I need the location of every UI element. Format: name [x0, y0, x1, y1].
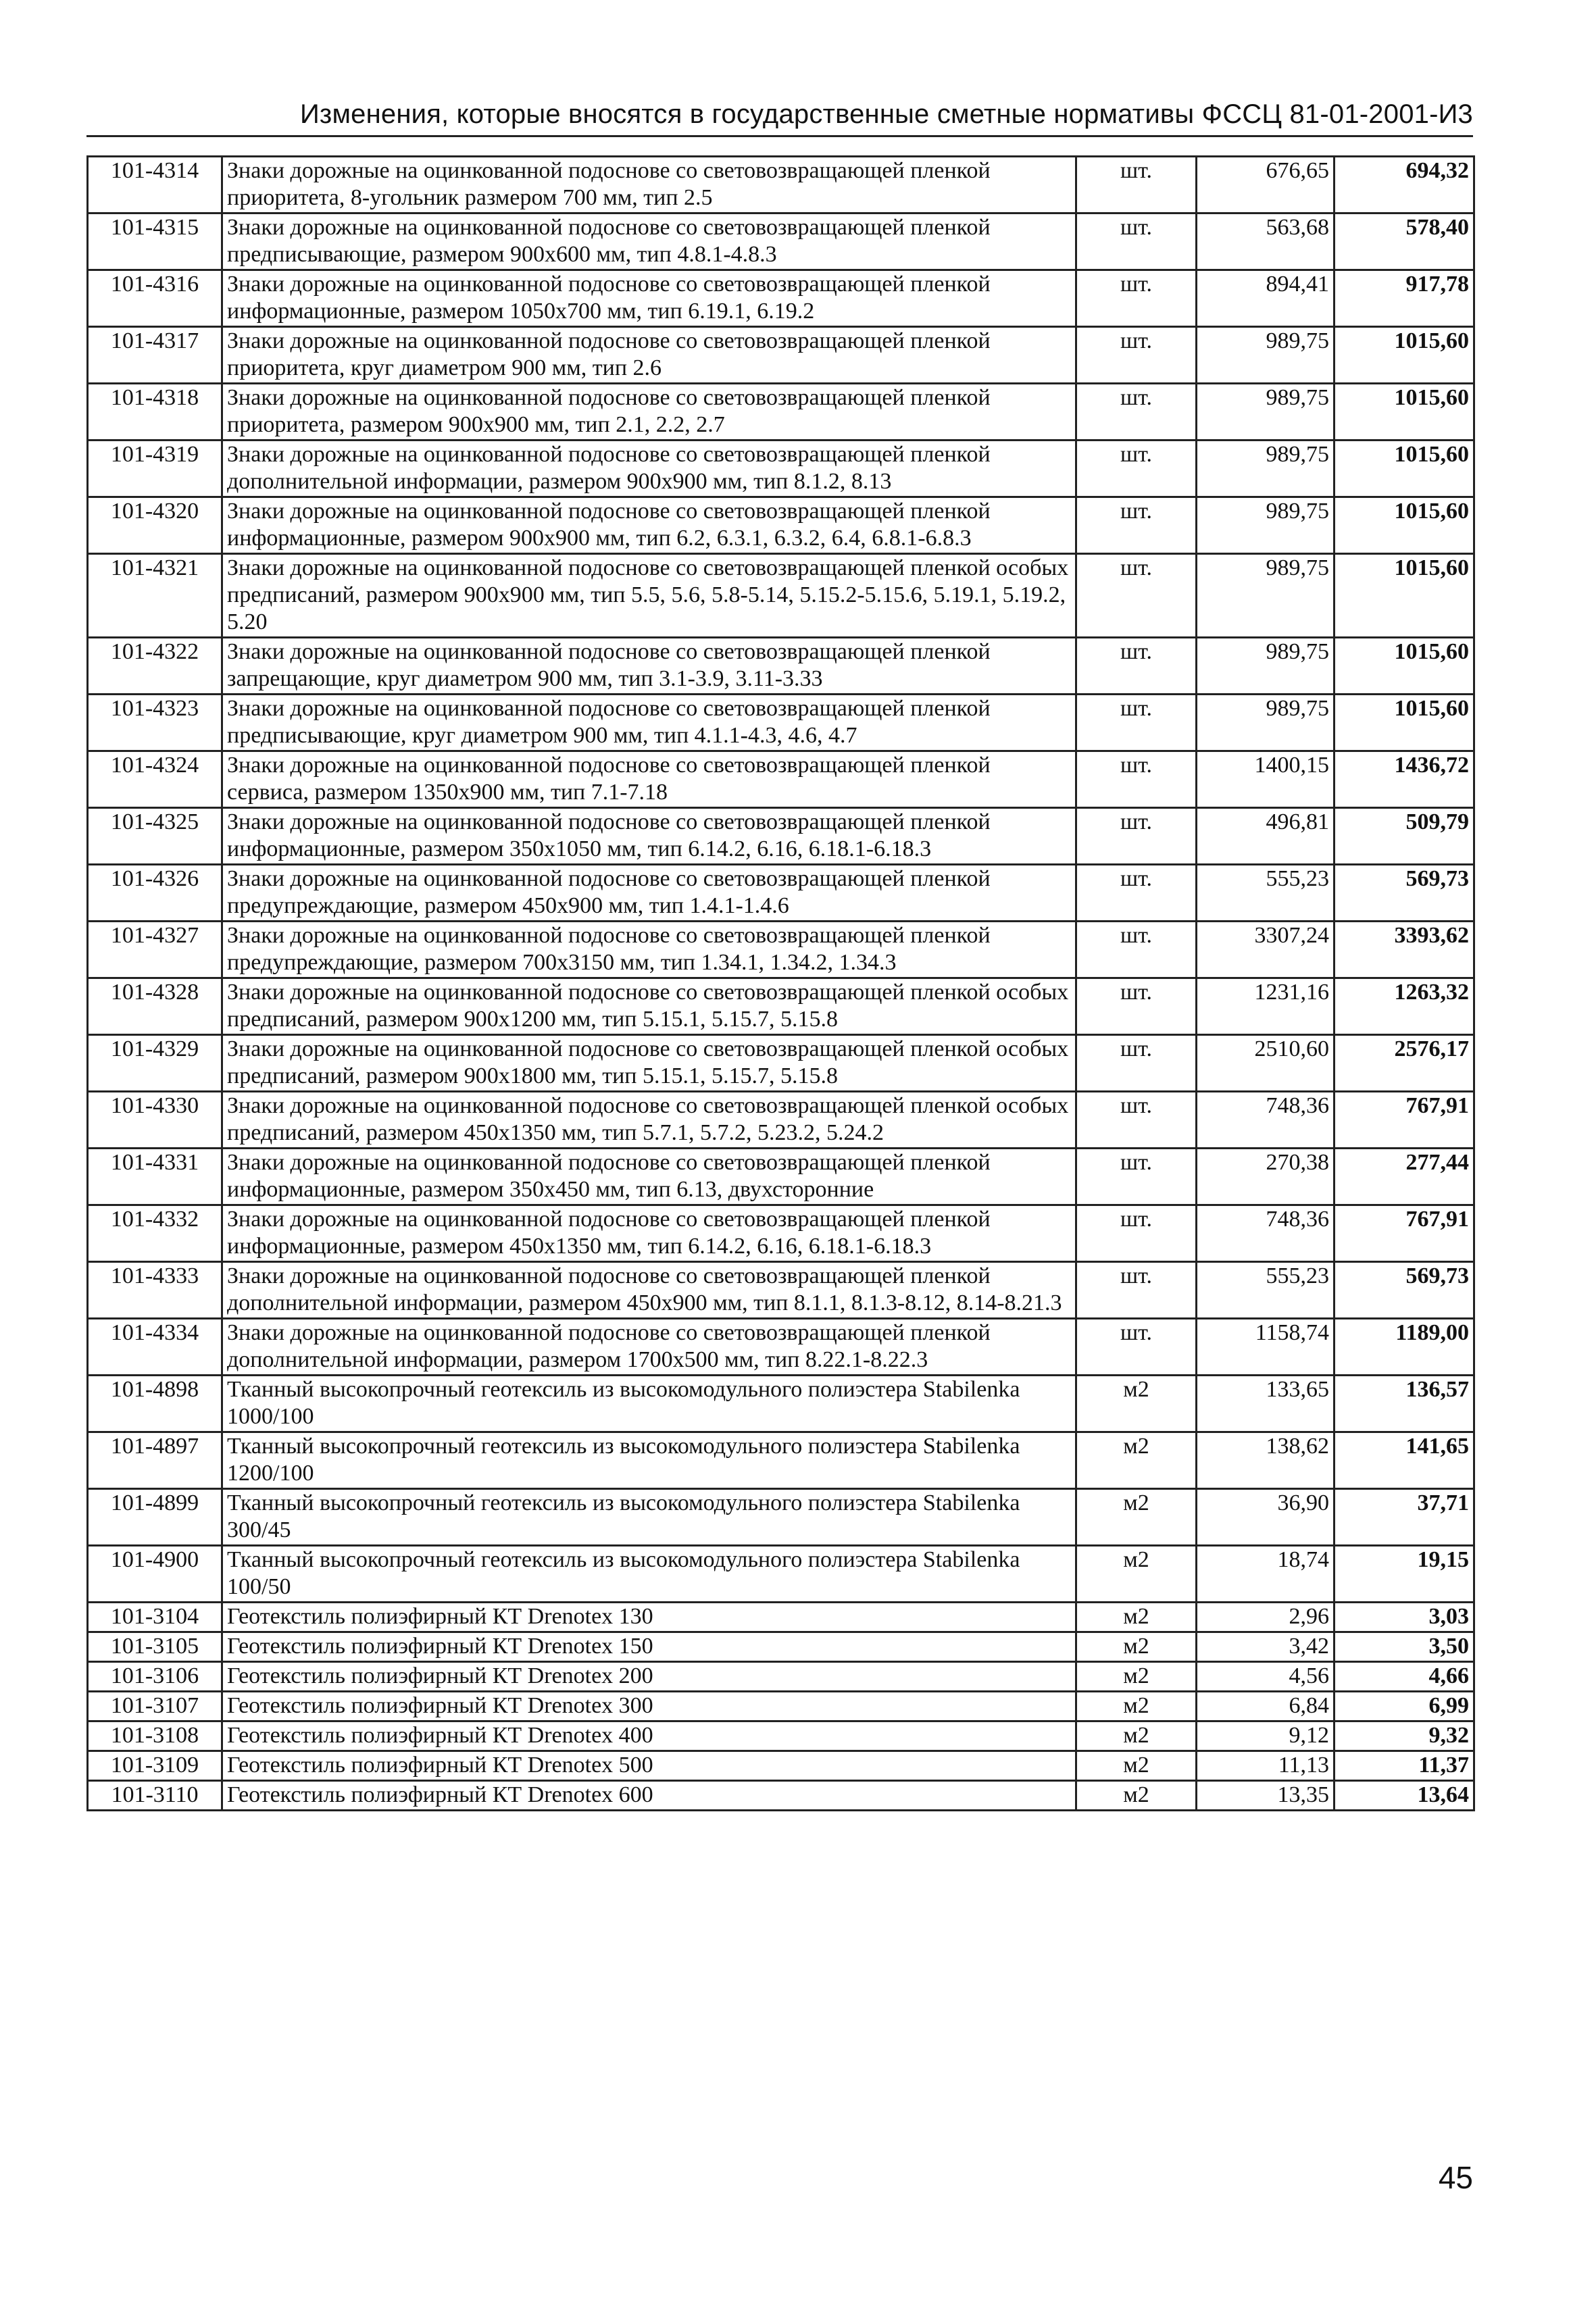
row-unit-cell: м2 [1076, 1692, 1197, 1721]
row-code-cell: 101-4326 [88, 865, 222, 922]
row-code-cell: 101-4327 [88, 922, 222, 978]
row-unit-cell: шт. [1076, 1319, 1197, 1376]
row-price-cell: 989,75 [1197, 638, 1335, 695]
row-price-cell: 2510,60 [1197, 1035, 1335, 1092]
row-unit-cell: шт. [1076, 1262, 1197, 1319]
row-code-cell: 101-4329 [88, 1035, 222, 1092]
row-new-price-cell: 509,79 [1335, 808, 1474, 865]
page-number: 45 [1438, 2160, 1473, 2195]
row-new-price-cell: 19,15 [1335, 1546, 1474, 1603]
row-code-cell: 101-4318 [88, 384, 222, 441]
row-new-price-cell: 1015,60 [1335, 327, 1474, 384]
row-new-price-cell: 3,03 [1335, 1603, 1474, 1632]
table-row [88, 751, 1474, 808]
row-unit-cell: шт. [1076, 1092, 1197, 1149]
row-price-cell: 13,35 [1197, 1781, 1335, 1811]
table-row [88, 1149, 1474, 1205]
table-row [88, 213, 1474, 270]
row-unit-cell: м2 [1076, 1489, 1197, 1546]
table-row [88, 1603, 1474, 1632]
row-code-cell: 101-4897 [88, 1432, 222, 1489]
row-name-cell: Знаки дорожные на оцинкованной подоснове со световозвращающей пленкой сервиса, размером 1350х900 мм, тип 7.1-7.18 [222, 751, 1076, 808]
row-new-price-cell: 694,32 [1335, 157, 1474, 213]
row-new-price-cell: 578,40 [1335, 213, 1474, 270]
row-name-cell: Знаки дорожные на оцинкованной подоснове со световозвращающей пленкой предупреждающие, размером 700х3150 мм, тип 1.34.1, 1.34.2, 1.34.3 [222, 922, 1076, 978]
row-price-cell: 4,56 [1197, 1662, 1335, 1692]
row-new-price-cell: 136,57 [1335, 1376, 1474, 1432]
row-unit-cell: м2 [1076, 1432, 1197, 1489]
row-code-cell: 101-4316 [88, 270, 222, 327]
row-unit-cell: м2 [1076, 1632, 1197, 1662]
row-unit-cell: шт. [1076, 638, 1197, 695]
row-new-price-cell: 4,66 [1335, 1662, 1474, 1692]
row-new-price-cell: 917,78 [1335, 270, 1474, 327]
row-unit-cell: шт. [1076, 497, 1197, 554]
table-row [88, 1721, 1474, 1751]
row-unit-cell: шт. [1076, 1149, 1197, 1205]
row-name-cell: Знаки дорожные на оцинкованной подоснове со световозвращающей пленкой особых предписаний, размером 900х1200 мм, тип 5.15.1, 5.15.7, 5.15.8 [222, 978, 1076, 1035]
row-name-cell: Знаки дорожные на оцинкованной подоснове со световозвращающей пленкой дополнительной информации, размером 450х900 мм, тип 8.1.1, 8.1.3-8.12, 8.14-8.21.3 [222, 1262, 1076, 1319]
table-row [88, 695, 1474, 751]
row-unit-cell: шт. [1076, 865, 1197, 922]
row-unit-cell: шт. [1076, 213, 1197, 270]
table-row [88, 1262, 1474, 1319]
page-header [86, 93, 1473, 137]
row-new-price-cell: 1015,60 [1335, 441, 1474, 497]
row-name-cell: Знаки дорожные на оцинкованной подоснове со световозвращающей пленкой особых предписаний, размером 900х1800 мм, тип 5.15.1, 5.15.7, 5.15.8 [222, 1035, 1076, 1092]
row-unit-cell: шт. [1076, 808, 1197, 865]
row-name-cell: Геотекстиль полиэфирный КТ Drenotex 200 [222, 1662, 1076, 1692]
row-name-cell: Знаки дорожные на оцинкованной подоснове со световозвращающей пленкой информационные, размером 1050х700 мм, тип 6.19.1, 6.19.2 [222, 270, 1076, 327]
row-name-cell: Знаки дорожные на оцинкованной подоснове со световозвращающей пленкой предписывающие, круг диаметром 900 мм, тип 4.1.1-4.3, 4.6, 4.7 [222, 695, 1076, 751]
row-new-price-cell: 277,44 [1335, 1149, 1474, 1205]
row-price-cell: 894,41 [1197, 270, 1335, 327]
table-row [88, 384, 1474, 441]
row-code-cell: 101-4900 [88, 1546, 222, 1603]
row-unit-cell: шт. [1076, 1205, 1197, 1262]
table-row [88, 1781, 1474, 1811]
row-new-price-cell: 1189,00 [1335, 1319, 1474, 1376]
table-row [88, 1376, 1474, 1432]
row-price-cell: 6,84 [1197, 1692, 1335, 1721]
row-new-price-cell: 1263,32 [1335, 978, 1474, 1035]
row-code-cell: 101-4328 [88, 978, 222, 1035]
row-price-cell: 138,62 [1197, 1432, 1335, 1489]
table-row [88, 1662, 1474, 1692]
row-price-cell: 2,96 [1197, 1603, 1335, 1632]
row-unit-cell: м2 [1076, 1751, 1197, 1781]
row-price-cell: 133,65 [1197, 1376, 1335, 1432]
row-code-cell: 101-4323 [88, 695, 222, 751]
row-name-cell: Знаки дорожные на оцинкованной подоснове со световозвращающей пленкой приоритета, 8-угольник размером 700 мм, тип 2.5 [222, 157, 1076, 213]
row-price-cell: 563,68 [1197, 213, 1335, 270]
table-row [88, 554, 1474, 638]
row-name-cell: Геотекстиль полиэфирный КТ Drenotex 400 [222, 1721, 1076, 1751]
table-row [88, 1751, 1474, 1781]
row-price-cell: 989,75 [1197, 441, 1335, 497]
price-table [86, 155, 1475, 1811]
row-price-cell: 496,81 [1197, 808, 1335, 865]
table-row [88, 922, 1474, 978]
row-new-price-cell: 1015,60 [1335, 384, 1474, 441]
row-unit-cell: шт. [1076, 157, 1197, 213]
row-code-cell: 101-4332 [88, 1205, 222, 1262]
row-price-cell: 9,12 [1197, 1721, 1335, 1751]
row-unit-cell: шт. [1076, 922, 1197, 978]
row-code-cell: 101-4321 [88, 554, 222, 638]
row-unit-cell: м2 [1076, 1376, 1197, 1432]
row-new-price-cell: 9,32 [1335, 1721, 1474, 1751]
row-name-cell: Знаки дорожные на оцинкованной подоснове со световозвращающей пленкой приоритета, круг диаметром 900 мм, тип 2.6 [222, 327, 1076, 384]
row-unit-cell: м2 [1076, 1721, 1197, 1751]
row-price-cell: 3,42 [1197, 1632, 1335, 1662]
row-name-cell: Знаки дорожные на оцинкованной подоснове со световозвращающей пленкой информационные, размером 350х450 мм, тип 6.13, двухсторонние [222, 1149, 1076, 1205]
row-unit-cell: шт. [1076, 751, 1197, 808]
row-code-cell: 101-4330 [88, 1092, 222, 1149]
row-name-cell: Знаки дорожные на оцинкованной подоснове со световозвращающей пленкой информационные, размером 450х1350 мм, тип 6.14.2, 6.16, 6.18.1-6.18.3 [222, 1205, 1076, 1262]
row-name-cell: Знаки дорожные на оцинкованной подоснове со световозвращающей пленкой запрещающие, круг диаметром 900 мм, тип 3.1-3.9, 3.11-3.33 [222, 638, 1076, 695]
row-code-cell: 101-4334 [88, 1319, 222, 1376]
row-code-cell: 101-4899 [88, 1489, 222, 1546]
row-new-price-cell: 1015,60 [1335, 695, 1474, 751]
table-row [88, 1092, 1474, 1149]
row-price-cell: 1400,15 [1197, 751, 1335, 808]
row-new-price-cell: 1015,60 [1335, 638, 1474, 695]
row-unit-cell: шт. [1076, 441, 1197, 497]
row-code-cell: 101-3109 [88, 1751, 222, 1781]
row-unit-cell: шт. [1076, 695, 1197, 751]
row-name-cell: Знаки дорожные на оцинкованной подоснове со световозвращающей пленкой предписывающие, размером 900х600 мм, тип 4.8.1-4.8.3 [222, 213, 1076, 270]
row-new-price-cell: 1015,60 [1335, 554, 1474, 638]
row-code-cell: 101-4898 [88, 1376, 222, 1432]
row-name-cell: Геотекстиль полиэфирный КТ Drenotex 300 [222, 1692, 1076, 1721]
row-code-cell: 101-4325 [88, 808, 222, 865]
row-name-cell: Тканный высокопрочный геотексиль из высокомодульного полиэстера Stabilenka 100/50 [222, 1546, 1076, 1603]
page-header-title: Изменения, которые вносятся в государственные сметные нормативы ФССЦ 81-01-2001-И3 [299, 99, 1473, 129]
table-row [88, 1546, 1474, 1603]
row-unit-cell: м2 [1076, 1662, 1197, 1692]
row-price-cell: 748,36 [1197, 1092, 1335, 1149]
row-price-cell: 11,13 [1197, 1751, 1335, 1781]
row-new-price-cell: 3,50 [1335, 1632, 1474, 1662]
row-code-cell: 101-4322 [88, 638, 222, 695]
row-name-cell: Знаки дорожные на оцинкованной подоснове со световозвращающей пленкой информационные, размером 900х900 мм, тип 6.2, 6.3.1, 6.3.2, 6.4, 6.8.1-6.8.3 [222, 497, 1076, 554]
row-price-cell: 1231,16 [1197, 978, 1335, 1035]
row-name-cell: Геотекстиль полиэфирный КТ Drenotex 500 [222, 1751, 1076, 1781]
table-row [88, 441, 1474, 497]
row-name-cell: Знаки дорожные на оцинкованной подоснове со световозвращающей пленкой дополнительной информации, размером 1700х500 мм, тип 8.22.1-8.22.3 [222, 1319, 1076, 1376]
row-new-price-cell: 1436,72 [1335, 751, 1474, 808]
row-code-cell: 101-4333 [88, 1262, 222, 1319]
row-name-cell: Знаки дорожные на оцинкованной подоснове со световозвращающей пленкой особых предписаний, размером 450х1350 мм, тип 5.7.1, 5.7.2, 5.23.2, 5.24.2 [222, 1092, 1076, 1149]
row-code-cell: 101-4317 [88, 327, 222, 384]
price-table-body [88, 157, 1474, 1811]
row-price-cell: 989,75 [1197, 695, 1335, 751]
row-code-cell: 101-3107 [88, 1692, 222, 1721]
row-code-cell: 101-3105 [88, 1632, 222, 1662]
table-row [88, 1205, 1474, 1262]
row-code-cell: 101-3108 [88, 1721, 222, 1751]
table-row [88, 270, 1474, 327]
table-row [88, 1692, 1474, 1721]
row-price-cell: 555,23 [1197, 1262, 1335, 1319]
row-new-price-cell: 767,91 [1335, 1092, 1474, 1149]
row-name-cell: Тканный высокопрочный геотексиль из высокомодульного полиэстера Stabilenka 300/45 [222, 1489, 1076, 1546]
table-row [88, 978, 1474, 1035]
row-code-cell: 101-4320 [88, 497, 222, 554]
table-row [88, 1432, 1474, 1489]
row-price-cell: 555,23 [1197, 865, 1335, 922]
row-code-cell: 101-3104 [88, 1603, 222, 1632]
table-row [88, 1489, 1474, 1546]
row-new-price-cell: 3393,62 [1335, 922, 1474, 978]
row-price-cell: 270,38 [1197, 1149, 1335, 1205]
row-name-cell: Знаки дорожные на оцинкованной подоснове со световозвращающей пленкой предупреждающие, размером 450х900 мм, тип 1.4.1-1.4.6 [222, 865, 1076, 922]
row-code-cell: 101-4315 [88, 213, 222, 270]
table-row [88, 1319, 1474, 1376]
row-price-cell: 36,90 [1197, 1489, 1335, 1546]
row-new-price-cell: 13,64 [1335, 1781, 1474, 1811]
row-price-cell: 989,75 [1197, 554, 1335, 638]
table-row [88, 497, 1474, 554]
table-row [88, 1632, 1474, 1662]
row-price-cell: 989,75 [1197, 327, 1335, 384]
row-new-price-cell: 11,37 [1335, 1751, 1474, 1781]
row-price-cell: 676,65 [1197, 157, 1335, 213]
row-code-cell: 101-3110 [88, 1781, 222, 1811]
row-unit-cell: шт. [1076, 327, 1197, 384]
row-new-price-cell: 569,73 [1335, 865, 1474, 922]
row-price-cell: 989,75 [1197, 497, 1335, 554]
row-price-cell: 748,36 [1197, 1205, 1335, 1262]
row-code-cell: 101-4319 [88, 441, 222, 497]
row-name-cell: Геотекстиль полиэфирный КТ Drenotex 600 [222, 1781, 1076, 1811]
row-name-cell: Знаки дорожные на оцинкованной подоснове со световозвращающей пленкой информационные, размером 350х1050 мм, тип 6.14.2, 6.16, 6.18.1-6.18.3 [222, 808, 1076, 865]
table-row [88, 1035, 1474, 1092]
row-unit-cell: шт. [1076, 554, 1197, 638]
row-name-cell: Знаки дорожные на оцинкованной подоснове со световозвращающей пленкой особых предписаний, размером 900х900 мм, тип 5.5, 5.6, 5.8-5.14, 5.15.2-5.15.6, 5.19.1, 5.19.2, 5.20 [222, 554, 1076, 638]
table-row [88, 327, 1474, 384]
row-unit-cell: шт. [1076, 1035, 1197, 1092]
row-name-cell: Геотекстиль полиэфирный КТ Drenotex 130 [222, 1603, 1076, 1632]
row-price-cell: 18,74 [1197, 1546, 1335, 1603]
row-name-cell: Тканный высокопрочный геотексиль из высокомодульного полиэстера Stabilenka 1200/100 [222, 1432, 1076, 1489]
row-new-price-cell: 141,65 [1335, 1432, 1474, 1489]
row-unit-cell: шт. [1076, 384, 1197, 441]
table-row [88, 157, 1474, 213]
row-name-cell: Тканный высокопрочный геотексиль из высокомодульного полиэстера Stabilenka 1000/100 [222, 1376, 1076, 1432]
row-code-cell: 101-4314 [88, 157, 222, 213]
row-unit-cell: шт. [1076, 270, 1197, 327]
row-new-price-cell: 2576,17 [1335, 1035, 1474, 1092]
table-row [88, 865, 1474, 922]
row-unit-cell: шт. [1076, 978, 1197, 1035]
row-unit-cell: м2 [1076, 1546, 1197, 1603]
row-code-cell: 101-3106 [88, 1662, 222, 1692]
row-price-cell: 3307,24 [1197, 922, 1335, 978]
row-unit-cell: м2 [1076, 1603, 1197, 1632]
row-price-cell: 1158,74 [1197, 1319, 1335, 1376]
table-row [88, 638, 1474, 695]
row-code-cell: 101-4331 [88, 1149, 222, 1205]
row-new-price-cell: 569,73 [1335, 1262, 1474, 1319]
row-new-price-cell: 6,99 [1335, 1692, 1474, 1721]
row-new-price-cell: 767,91 [1335, 1205, 1474, 1262]
row-price-cell: 989,75 [1197, 384, 1335, 441]
row-code-cell: 101-4324 [88, 751, 222, 808]
row-name-cell: Знаки дорожные на оцинкованной подоснове со световозвращающей пленкой приоритета, размером 900х900 мм, тип 2.1, 2.2, 2.7 [222, 384, 1076, 441]
table-row [88, 808, 1474, 865]
row-new-price-cell: 37,71 [1335, 1489, 1474, 1546]
row-name-cell: Геотекстиль полиэфирный КТ Drenotex 150 [222, 1632, 1076, 1662]
row-new-price-cell: 1015,60 [1335, 497, 1474, 554]
row-name-cell: Знаки дорожные на оцинкованной подоснове со световозвращающей пленкой дополнительной информации, размером 900х900 мм, тип 8.1.2, 8.13 [222, 441, 1076, 497]
row-unit-cell: м2 [1076, 1781, 1197, 1811]
